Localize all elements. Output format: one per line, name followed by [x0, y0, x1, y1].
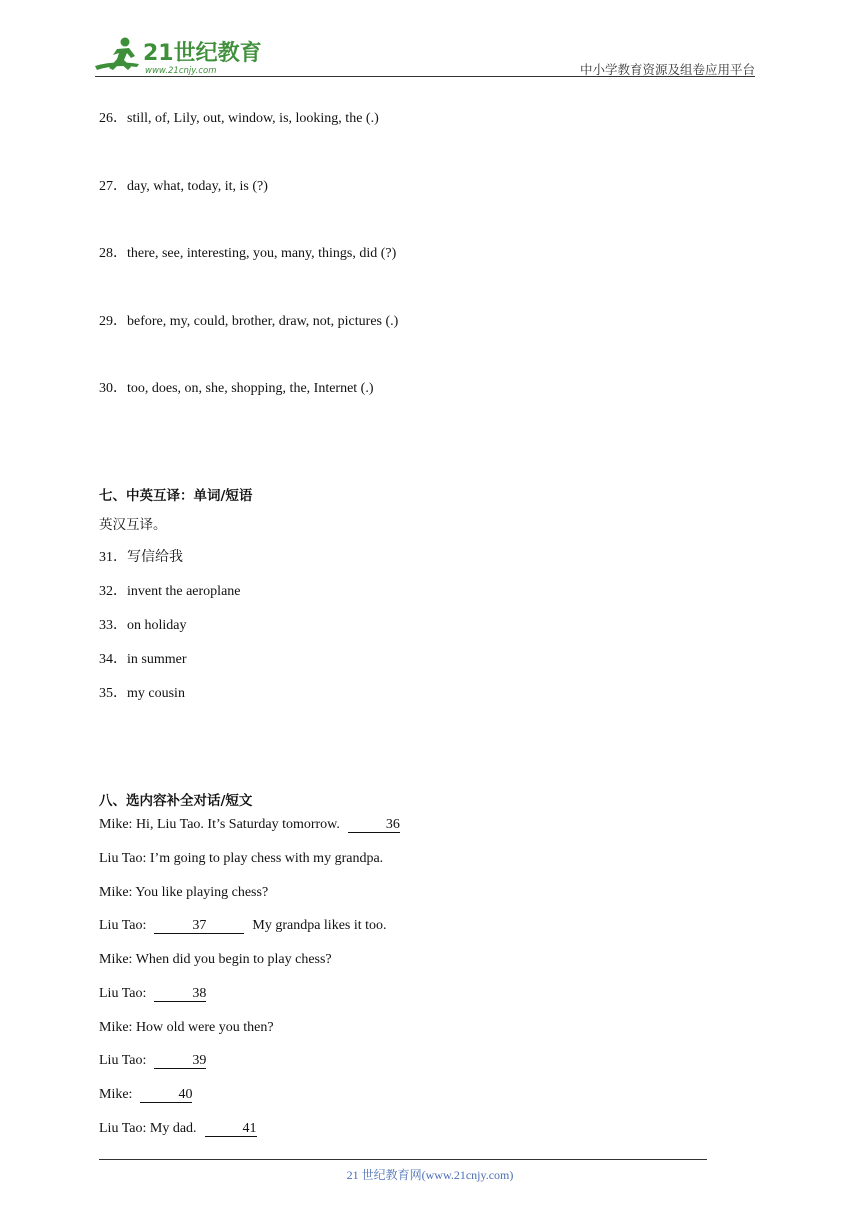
- question-28: 28．there, see, interesting, you, many, things, did (?): [99, 246, 397, 261]
- dialogue-line-4: [99, 918, 387, 934]
- question-33: 33．on holiday: [99, 618, 187, 633]
- question-31: 31．写信给我: [99, 550, 183, 565]
- dialogue-speaker: Mike:: [99, 1087, 133, 1102]
- blank-37: 37: [154, 918, 244, 934]
- dialogue-text: My grandpa likes it too.: [252, 918, 387, 933]
- header-divider: [95, 76, 755, 77]
- dialogue-line-5: Mike: When did you begin to play chess?: [99, 952, 332, 967]
- blank-41: 41: [205, 1121, 257, 1137]
- question-27: 27．day, what, today, it, is (?): [99, 179, 268, 194]
- dialogue-line-8: [99, 1053, 206, 1069]
- question-35: 35．my cousin: [99, 686, 185, 701]
- dialogue-line-10: [99, 1121, 257, 1137]
- dialogue-speaker: Liu Tao:: [99, 1053, 147, 1068]
- dialogue-line-2: Liu Tao: I’m going to play chess with my grandpa.: [99, 851, 384, 866]
- blank-40: 40: [140, 1087, 192, 1103]
- dialogue-speaker: Liu Tao:: [99, 918, 147, 933]
- dialogue-line-6: [99, 986, 206, 1002]
- site-logo: [95, 34, 265, 78]
- svg-text:21世纪教育: 21世纪教育: [143, 41, 262, 66]
- question-29: 29．before, my, could, brother, draw, not, pictures (.): [99, 314, 399, 329]
- dialogue-line-1: [99, 817, 400, 833]
- platform-title: 中小学教育资源及组卷应用平台: [579, 62, 755, 77]
- footer-text: 21 世纪教育网(www.21cnjy.com): [346, 1168, 514, 1182]
- section-7-instruction: 英汉互译。: [99, 517, 167, 533]
- question-32: 32．invent the aeroplane: [99, 584, 241, 599]
- section-8-title: 八、选内容补全对话/短文: [99, 793, 253, 809]
- dialogue-line-7: Mike: How old were you then?: [99, 1020, 274, 1035]
- question-26: 26．still, of, Lily, out, window, is, looking, the (.): [99, 111, 379, 126]
- dialogue-line-3: Mike: You like playing chess?: [99, 885, 269, 900]
- blank-36: 36: [348, 817, 400, 833]
- footer-divider: [99, 1159, 707, 1160]
- question-30: 30．too, does, on, she, shopping, the, Internet (.): [99, 381, 374, 396]
- dialogue-text: Liu Tao: My dad.: [99, 1121, 197, 1136]
- question-34: 34．in summer: [99, 652, 187, 667]
- dialogue-speaker: Liu Tao:: [99, 986, 147, 1001]
- dialogue-text: Mike: Hi, Liu Tao. It’s Saturday tomorrow.: [99, 817, 340, 832]
- svg-text:www.21cnjy.com: www.21cnjy.com: [145, 66, 217, 76]
- blank-38: 38: [154, 986, 206, 1002]
- section-7-title: 七、中英互译：单词/短语: [99, 488, 253, 504]
- dialogue-line-9: [99, 1087, 192, 1103]
- page-header: [95, 34, 755, 78]
- blank-39: 39: [154, 1053, 206, 1069]
